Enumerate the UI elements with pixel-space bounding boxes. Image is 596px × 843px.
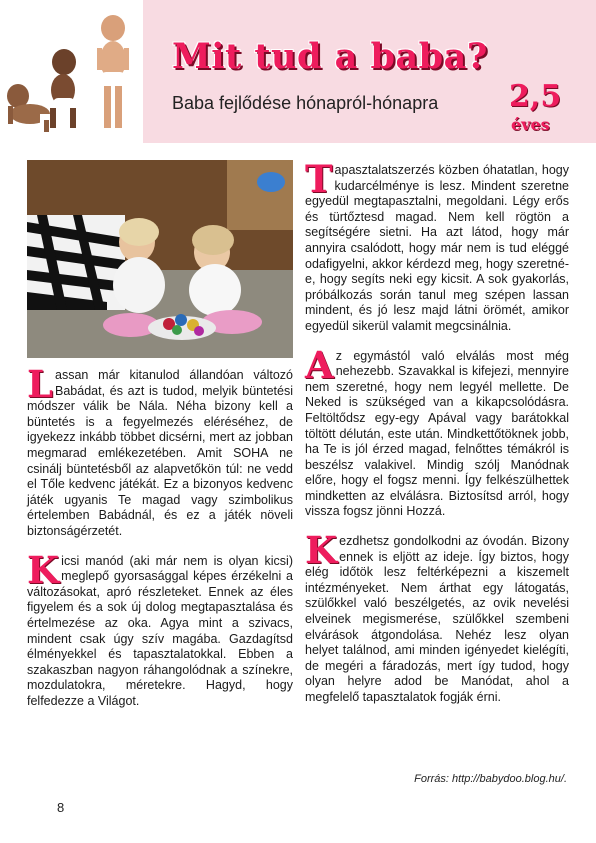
crawling-baby [7, 84, 52, 132]
paragraph-text: z egymástól való elválás most még nehezebb. Szavakkal is kifejezi, mennyire nem szeretné, hogy nem legyél mellette. De Neked is szükséged van a kikapcsolódásra. Feltöltődsz egy-egy Apával vagy barátokkal töltött délután, este után. Mindkettőtöknek jobb, ha Te is jól érzed magad, felnőttes témákról is beszélsz valakivel. Mindig szólj Manódnak előre, hogy el fogsz menni. Így felkészülhettek mindketten az elválásra. Biztosítsd arról, hogy vissza fogsz jönni Hozzá. [305, 348, 569, 519]
paragraph-kindergarten [305, 528, 569, 706]
children-photo [27, 160, 293, 358]
paragraph-text: apasztalatszerzés közben óhatatlan, hogy kudarcélménye is lesz. Mindent szeretne egyedül megtapasztalni, megoldani. Légy erős és türtőztesd magad. Nem kell rögtön a segítségére sietni. Ha azt látod, hogy már annyira csalódott, hogy már nem is tud eléggé odafigyelni, akkor kérdezd meg, hogy szeretné-e, hogy segíts neki egy kicsit. A sok gyakorlás, próbálkozás során tanul meg szépen lassan mindent, és jó lesz majd látni örömét, amikor egyedül sikerül valamit megcsinálnia. [305, 163, 569, 333]
age-number: 2,5 [509, 79, 562, 114]
paragraph-text: assan már kitanulod állandóan változó Babádat, és azt is tudod, melyik büntetési módszer válik be Nála. Néha bizony kell a büntetés is a fegyelmezés eléréséhez, de igyekezz inkább többet dicsérni, mert az jobban megmarad emlékezetében. Amit SOHA ne csinálj büntetésből az alapvetőkön túl: ne vedd el Tőle kedvenc játékát. Ez a bizonyos kedvenc játék ugyanis Te magad vagy szimbolikus értelemben Babádnál, és ez a játék növeli biztonságérzetét. [27, 368, 293, 538]
sitting-baby [50, 49, 76, 128]
babies-illustration [0, 10, 143, 140]
right-column [305, 157, 569, 720]
paragraph-text: icsi manód (aki már nem is olyan kicsi) meglepő gyorsasággal képes érzékelni a változásokat, apró részleteket. Ennek az éles figyelem és a sok új dolog megtapasztalása és értelmezése az oka. Agya mint a szivacs, mindent csak úgy szív magába. Gazdagítsd élményekkel és tapasztalatokkal. Ebben a szakaszban nagyon ráhangolódnak a színekre, mozdulatokra, méretekre. Hagyd, hogy felfedezze a Világot. [27, 553, 293, 708]
paragraph-punishment [27, 362, 293, 540]
drop-cap: K [27, 547, 60, 592]
paragraph-separation [305, 342, 569, 521]
drop-cap: L [27, 362, 54, 406]
drop-cap: T [305, 157, 333, 201]
subtitle: Baba fejlődése hónapról-hónapra [172, 93, 439, 113]
drop-cap: A [305, 342, 334, 387]
page-number: 8 [57, 800, 65, 815]
teapot [257, 172, 285, 192]
zebra-cushion [27, 215, 125, 310]
source-credit: Forrás: http://babydoo.blog.hu/. [414, 773, 567, 785]
standing-baby [97, 15, 129, 128]
left-column [27, 362, 293, 723]
paragraph-frustration [305, 157, 569, 335]
drop-cap: K [305, 528, 338, 573]
paragraph-perception [27, 547, 293, 710]
page-title: Mit tud a baba? [172, 36, 488, 77]
paragraph-text: ezdhetsz gondolkodni az óvodán. Bizony ennek is eljött az ideje. Így biztos, hogy elég időtök lesz feltérképezni a kiszemelt intézményeket. Nem árthat egy látogatás, szülőkkel való beszélgetés, az ovik nevelési elveinek megismerése, szülőkkel szembeni elvárások átgondolása. Nehéz lesz olyan helyet találnod, ami minden igényedet kielégíti, de megéri a fáradozás, mert így tudod, hogy olyan helyre adod be Manódat, ahol a megfelelő tapasztalatok fogják érni. [305, 534, 569, 704]
age-unit: éves [511, 115, 550, 134]
